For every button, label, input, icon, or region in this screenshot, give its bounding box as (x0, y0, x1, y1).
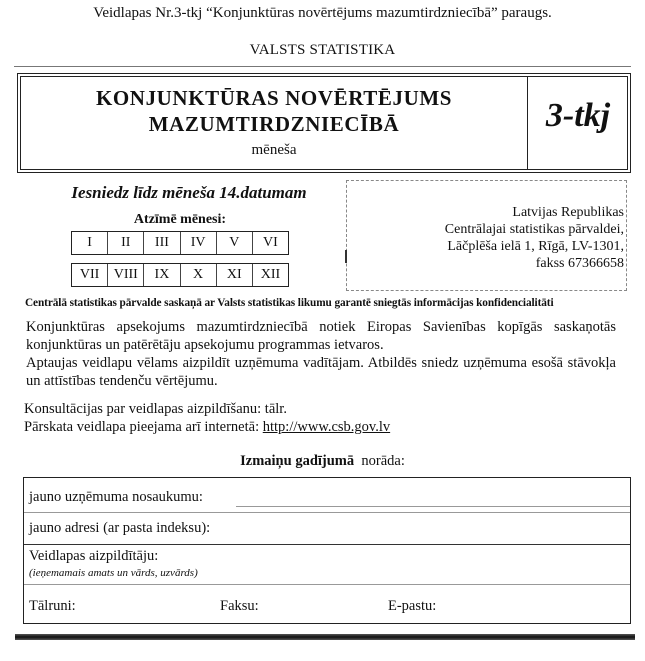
recipient-address (445, 204, 624, 272)
filler-input-line[interactable] (24, 584, 630, 585)
new-address-divider[interactable] (24, 544, 630, 545)
new-address-label: jauno adresi (ar pasta indeksu): (29, 520, 211, 536)
website-link[interactable]: http://www.csb.gov.lv (262, 419, 391, 435)
form-title (21, 85, 527, 137)
month-checkbox-ii[interactable]: II (108, 232, 144, 254)
form-title-line-1: KONJUNKTŪRAS NOVĒRTĒJUMS (95, 86, 453, 110)
month-checkbox-vii[interactable]: VII (72, 264, 108, 286)
changes-title (0, 453, 645, 470)
month-checkbox-ix[interactable]: IX (144, 264, 180, 286)
phone-label: Tālruni: (29, 598, 76, 614)
month-checkbox-vi[interactable]: VI (263, 235, 278, 250)
filler-hint: (ieņemamais amats un vārds, uzvārds) (29, 567, 198, 579)
intro-paragraph-1: Konjunktūras apsekojums mazumtirdzniecībā notiek Eiropas Savienības kopīgās saskaņotās konjunktūras un patērētāju apsekojumu programmas ietvaros. (26, 319, 616, 353)
changes-title-rest: norāda: (361, 453, 405, 469)
month-checkbox-v[interactable]: V (217, 232, 253, 254)
confidentiality-notice: Centrālā statistikas pārvalde saskaņā ar Valsts statistikas likumu garantē sniegtās informācijas konfidencialitāti (25, 297, 554, 309)
month-checkbox-i[interactable]: I (72, 232, 108, 254)
header-divider (14, 66, 631, 67)
month-checkbox-viii[interactable]: VIII (108, 264, 144, 286)
month-checkbox-iii[interactable]: III (144, 232, 180, 254)
intro-text (26, 318, 616, 390)
consultation-phone: Konsultācijas par veidlapas aizpildīšanu: tālr. (24, 401, 287, 417)
address-line-1: Latvijas Republikas (512, 205, 624, 220)
months-row-1 (71, 231, 289, 255)
consultation-info (24, 400, 390, 436)
address-line-4: fakss 67366658 (535, 256, 624, 271)
changes-form-box (23, 477, 631, 624)
submission-deadline: Iesniedz līdz mēneša 14.datumam (71, 183, 307, 202)
form-periodicity: mēneša (251, 142, 297, 158)
address-line-3: Lāčplēša ielā 1, Rīgā, LV-1301, (447, 239, 624, 254)
title-box-divider (527, 77, 528, 169)
consultation-web (24, 418, 390, 436)
fax-label: Faksu: (220, 598, 259, 614)
consultation-web-text: Pārskata veidlapa pieejama arī internetā: (24, 419, 260, 435)
recipient-address-box (346, 180, 627, 291)
email-label: E-pastu: (388, 598, 437, 614)
address-box-mark (345, 250, 347, 263)
new-name-label: jauno uzņēmuma nosaukumu: (29, 489, 203, 505)
title-box (17, 73, 631, 173)
intro-paragraph-2: Aptaujas veidlapu vēlams aizpildīt uzņēmuma vadītājam. Atbildēs sniedz uzņēmuma esošā stāvokļa un attīstības tendenču vērtējumu. (26, 355, 616, 389)
new-name-input[interactable] (236, 506, 630, 507)
form-title-line-2: MAZUMTIRDZNIECĪBĀ (148, 112, 400, 136)
month-checkbox-iv[interactable]: IV (181, 232, 217, 254)
months-label: Atzīmē mēnesi: (133, 212, 227, 227)
months-row-2 (71, 263, 289, 287)
month-checkbox-x[interactable]: X (181, 264, 217, 286)
form-sample-caption: Veidlapas Nr.3-tkj “Konjunktūras novērtējums mazumtirdzniecībā” paraugs. (93, 5, 552, 21)
month-checkbox-xi[interactable]: XI (217, 264, 253, 286)
address-line-2: Centrālajai statistikas pārvaldei, (444, 222, 624, 237)
new-name-divider (24, 512, 630, 513)
bottom-divider-bar (15, 634, 635, 640)
organization-name: VALSTS STATISTIKA (249, 42, 396, 58)
form-code: 3-tkj (545, 97, 611, 134)
month-checkbox-xii[interactable]: XII (260, 267, 281, 282)
changes-title-bold: Izmaiņu gadījumā (240, 453, 355, 469)
filler-label: Veidlapas aizpildītāju: (29, 548, 159, 564)
